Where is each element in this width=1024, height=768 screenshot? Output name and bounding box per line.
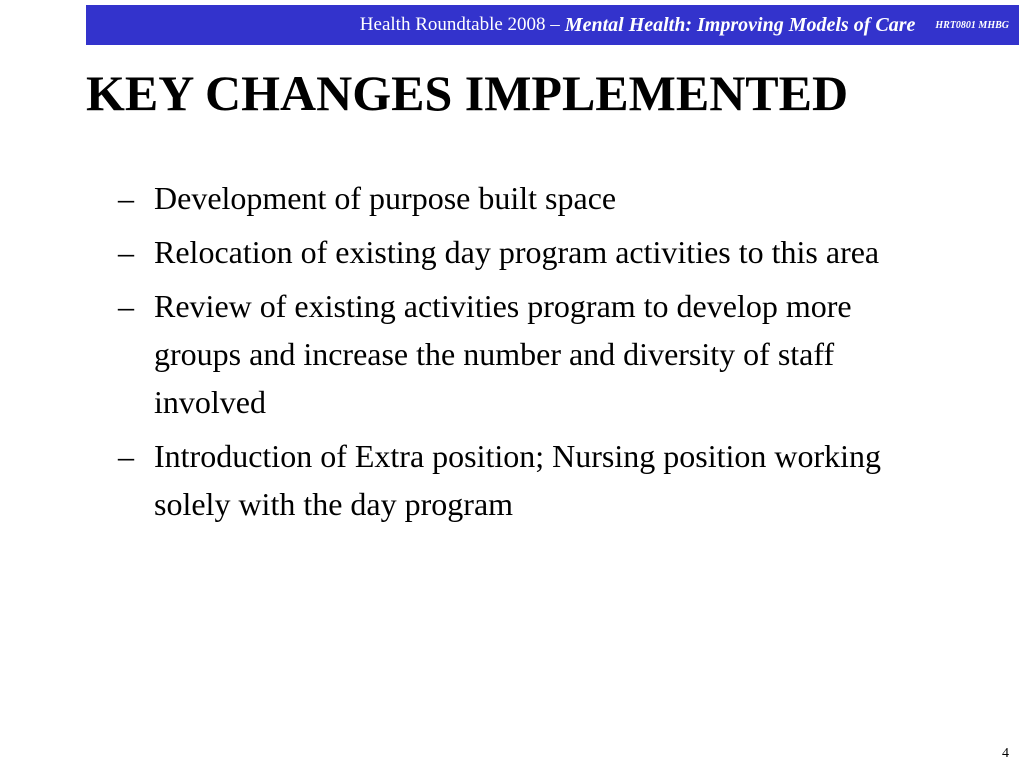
header-subtitle: Mental Health: Improving Models of Care: [564, 13, 916, 36]
bullet-item: [118, 282, 938, 426]
bullet-dash: –: [118, 180, 134, 216]
bullet-list: [118, 174, 938, 534]
bullet-text: Introduction of Extra position; Nursing position working solely with the day program: [154, 438, 882, 522]
bullet-dash: –: [118, 234, 134, 270]
bullet-dash: –: [118, 288, 134, 324]
bullet-item: [118, 432, 938, 528]
header-code: HRT0801 MHBG: [935, 19, 1009, 31]
bullet-text: Relocation of existing day program activities to this area: [154, 234, 880, 270]
bullet-item: [118, 174, 938, 222]
bullet-text: Development of purpose built space: [154, 180, 617, 216]
bullet-item: [118, 228, 938, 276]
bullet-dash: –: [118, 438, 134, 474]
page-number: 4: [1002, 746, 1009, 761]
header-event-text: Health Roundtable 2008 –: [359, 14, 560, 35]
slide-title: KEY CHANGES IMPLEMENTED: [86, 65, 849, 121]
bullet-text: Review of existing activities program to develop more groups and increase the number and diversity of staff involved: [154, 288, 852, 420]
header-banner: [86, 5, 1019, 45]
